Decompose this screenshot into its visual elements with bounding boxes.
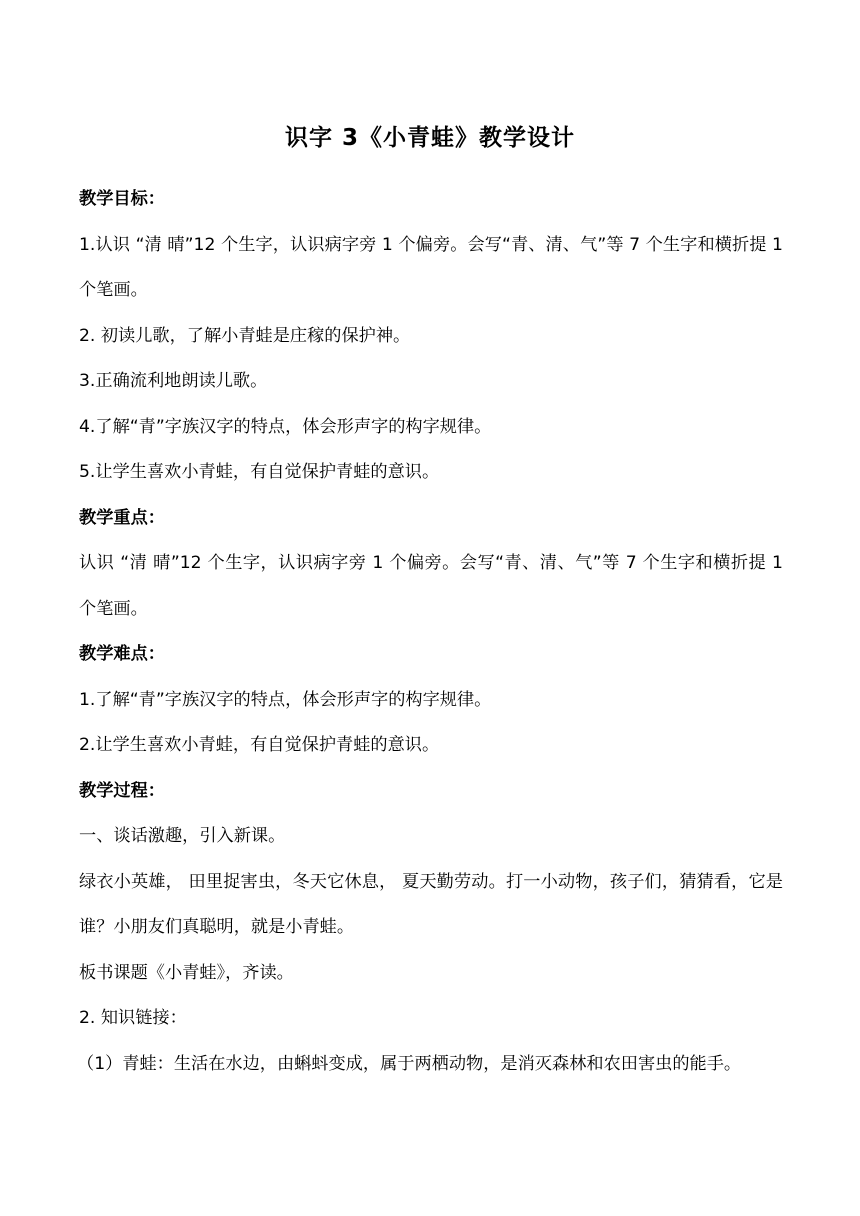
process-frog-note: （1）青蛙：生活在水边，由蝌蚪变成，属于两栖动物，是消灭森林和农田害虫的能手。	[77, 1053, 742, 1074]
goal-item-3: 3.正确流利地朗读儿歌。	[79, 371, 268, 391]
goal-item-2: 2. 初读儿歌，了解小青蛙是庄稼的保护神。	[79, 325, 411, 346]
key-points-text: 认识 “清 晴”12 个生字，认识病字旁 1 个偏旁。会写“青、清、气”等 7 个生字和横折提 1 个笔画。	[79, 553, 783, 619]
goal-item-4: 4.了解“青”字族汉字的特点，体会形声字的构字规律。	[79, 416, 492, 437]
process-step1-title: 一、谈话激趣，引入新课。	[79, 826, 286, 846]
difficulty-item-1: 1.了解“青”字族汉字的特点，体会形声字的构字规律。	[79, 689, 492, 710]
process-riddle: 绿衣小英雄， 田里捉害虫，冬天它休息， 夏天勤劳动。打一小动物，孩子们，猜猜看，它是谁？小朋友们真聪明，就是小青蛙。	[79, 871, 783, 937]
document-title: 识字 3《小青蛙》教学设计	[284, 125, 575, 151]
document-body	[79, 177, 783, 1087]
goal-item-1: 1.认识 “清 晴”12 个生字，认识病字旁 1 个偏旁。会写“青、清、气”等 7 个生字和横折提 1 个笔画。	[79, 234, 783, 300]
goals-heading: 教学目标：	[79, 189, 165, 209]
difficulty-item-2: 2.让学生喜欢小青蛙，有自觉保护青蛙的意识。	[79, 735, 440, 755]
difficulties-heading: 教学难点：	[79, 644, 165, 664]
key-points-heading: 教学重点：	[79, 507, 165, 528]
process-step2-title: 2. 知识链接：	[79, 1008, 187, 1028]
process-heading: 教学过程：	[79, 780, 165, 801]
goal-item-5: 5.让学生喜欢小青蛙，有自觉保护青蛙的意识。	[79, 462, 440, 482]
process-board: 板书课题《小青蛙》，齐读。	[79, 962, 294, 983]
